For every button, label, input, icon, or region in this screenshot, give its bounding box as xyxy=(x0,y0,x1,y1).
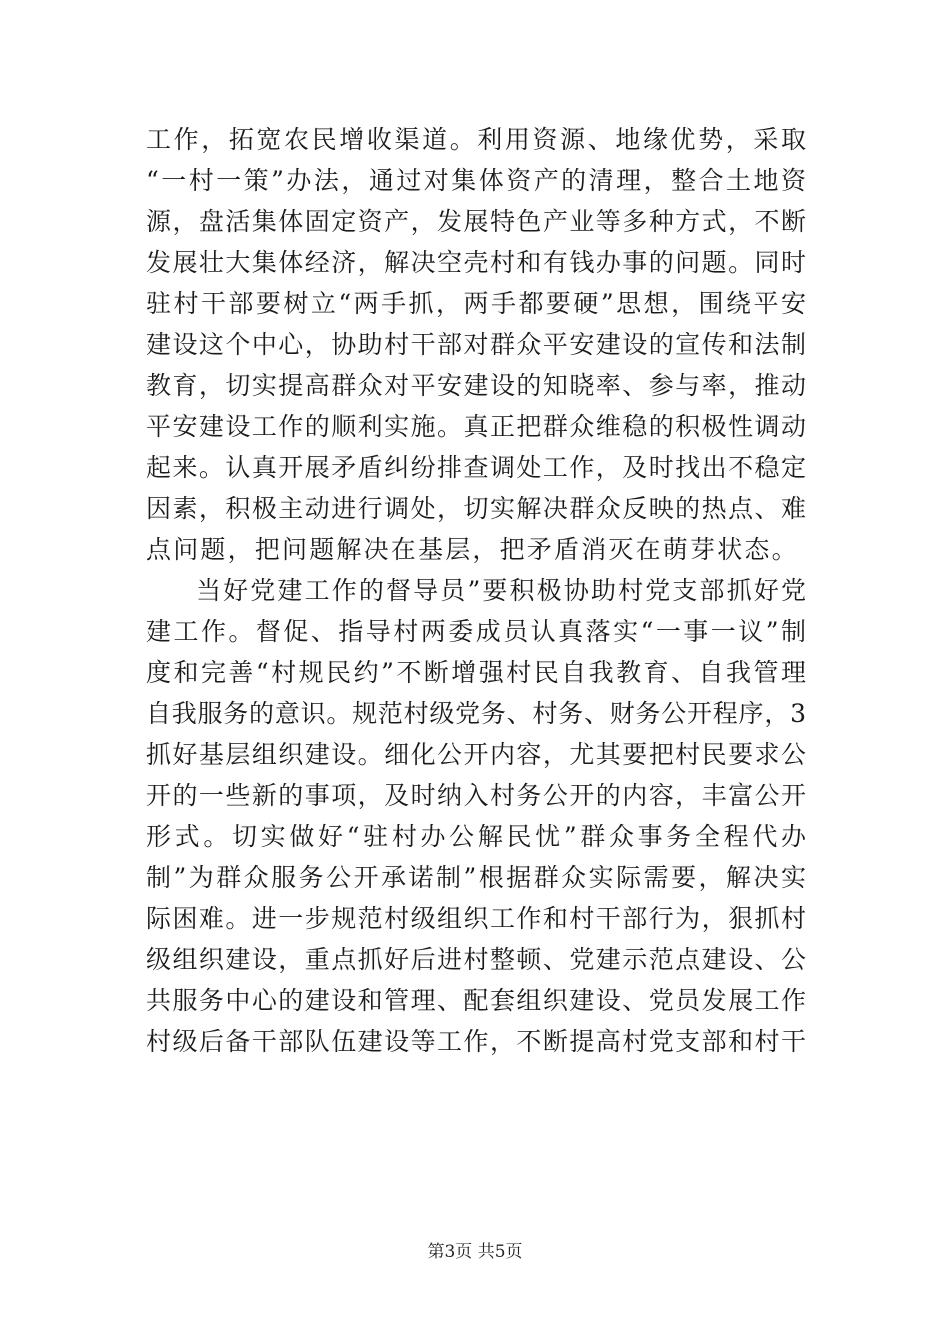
paragraph-start-line: 当好党建工作的督导员”要积极协助村党支部抓好党 xyxy=(196,576,806,605)
text-line: 抓好基层组织建设。细化公开内容，尤其要把村民要求公 xyxy=(146,740,806,769)
text-line: 形式。切实做好“驻村办公解民忧”群众事务全程代办 xyxy=(146,822,806,851)
text-line: 教育，切实提高群众对平安建设的知晓率、参与率，推动 xyxy=(146,371,806,400)
page-number-footer: 第3页 共5页 xyxy=(427,1242,523,1262)
text-line: 因素，积极主动进行调处，切实解决群众反映的热点、难 xyxy=(146,494,806,523)
text-line: 点问题，把问题解决在基层，把矛盾消灭在萌芽状态。 xyxy=(146,535,799,564)
text-line: 起来。认真开展矛盾纠纷排查调处工作，及时找出不稳定 xyxy=(146,453,806,482)
text-line: 开的一些新的事项，及时纳入村务公开的内容，丰富公开 xyxy=(146,781,806,810)
text-line: 共服务中心的建设和管理、配套组织建设、党员发展工作 xyxy=(146,986,806,1015)
text-line: 发展壮大集体经济，解决空壳村和有钱办事的问题。同时 xyxy=(146,248,806,277)
text-line: 源，盘活集体固定资产，发展特色产业等多种方式，不断 xyxy=(146,207,806,236)
text-line: 平安建设工作的顺利实施。真正把群众维稳的积极性调动 xyxy=(146,412,806,441)
text-line: 际困难。进一步规范村级组织工作和村干部行为，狠抓村 xyxy=(146,904,806,933)
text-line: 建工作。督促、指导村两委成员认真落实“一事一议”制 xyxy=(146,617,806,646)
text-line: 工作，拓宽农民增收渠道。利用资源、地缘优势，采取 xyxy=(146,125,806,154)
text-line: 村级后备干部队伍建设等工作，不断提高村党支部和村干 xyxy=(146,1027,806,1056)
text-line: 自我服务的意识。规范村级党务、村务、财务公开程序，3 xyxy=(146,699,806,728)
text-line: 驻村干部要树立“两手抓，两手都要硬”思想，围绕平安 xyxy=(146,289,806,318)
text-line: 制”为群众服务公开承诺制”根据群众实际需要，解决实 xyxy=(146,863,806,892)
text-line: 度和完善“村规民约”不断增强村民自我教育、自我管理 xyxy=(146,658,806,687)
text-line: “一村一策”办法，通过对集体资产的清理，整合土地资 xyxy=(146,166,806,195)
text-line: 建设这个中心，协助村干部对群众平安建设的宣传和法制 xyxy=(146,330,806,359)
text-line: 级组织建设，重点抓好后进村整顿、党建示范点建设、公 xyxy=(146,945,806,974)
